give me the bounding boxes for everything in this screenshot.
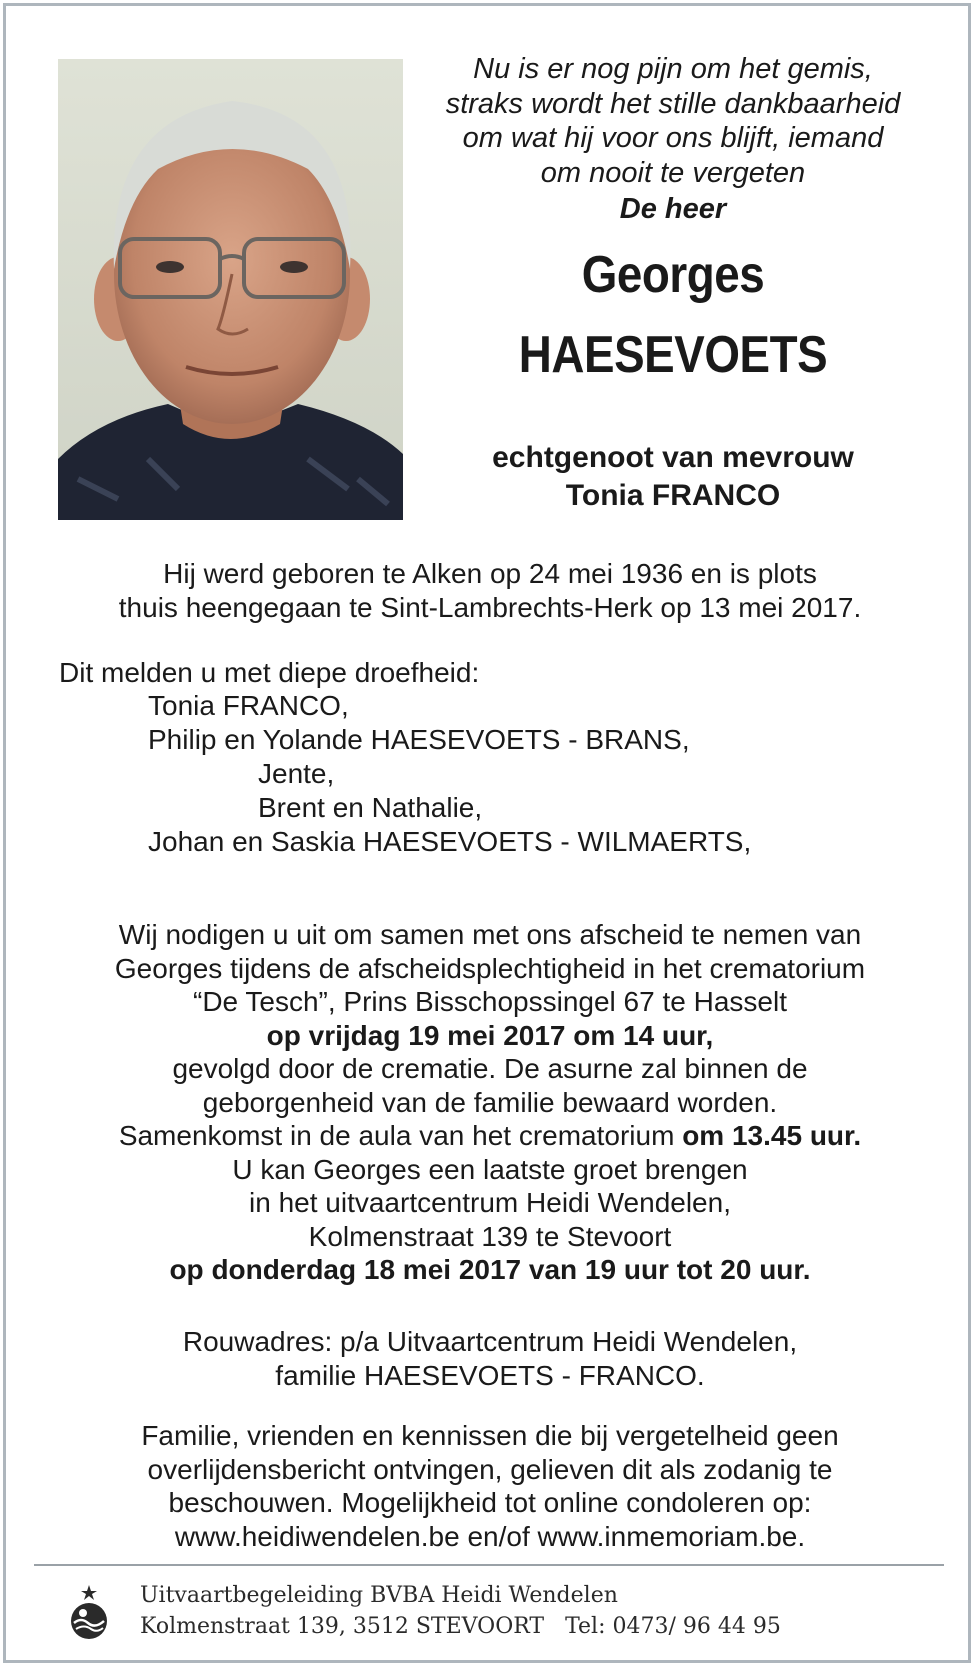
family-child: Johan en Saskia HAESEVOETS - WILMAERTS,	[148, 826, 752, 857]
spouse-block	[408, 439, 938, 515]
ceremony-location: “De Tesch”, Prins Bisschopssingel 67 te Hasselt	[193, 986, 787, 1017]
footer-phone: Tel: 0473/ 96 44 95	[565, 1614, 781, 1639]
footer-company: Uitvaartbegeleiding BVBA Heidi Wendelen	[140, 1583, 618, 1608]
gathering-time: om 13.45 uur.	[682, 1120, 862, 1151]
funeral-home-logo-icon	[66, 1583, 112, 1639]
birth-line: Hij werd geboren te Alken op 24 mei 1936 en is plots	[163, 558, 817, 589]
portrait-photo	[58, 59, 403, 520]
poem-line: om wat hij voor ons blijft, iemand	[462, 122, 884, 154]
address-line: familie HAESEVOETS - FRANCO.	[275, 1359, 705, 1391]
ceremony-line: geborgenheid van de familie bewaard worden.	[202, 1086, 778, 1118]
family-child: Philip en Yolande HAESEVOETS - BRANS,	[148, 724, 690, 755]
visit-line: in het uitvaartcentrum Heidi Wendelen,	[249, 1187, 731, 1218]
poem	[408, 52, 938, 190]
notice-line: beschouwen. Mogelijkheid tot online condoleren op:	[168, 1487, 812, 1518]
ceremony-text	[40, 918, 940, 1287]
birth-death-text	[40, 557, 940, 624]
gathering-text: Samenkomst in de aula van het crematorium	[118, 1120, 675, 1151]
spouse-line: echtgenoot van mevrouw	[492, 441, 854, 474]
visit-line: U kan Georges een laatste groet brengen	[232, 1153, 748, 1185]
footer-divider	[34, 1564, 944, 1566]
last-name: HAESEVOETS	[518, 326, 828, 384]
ceremony-line: Georges tijdens de afscheidsplechtigheid in het crematorium	[114, 952, 866, 984]
first-name: Georges	[581, 246, 765, 304]
ceremony-date: op vrijdag 19 mei 2017 om 14 uur,	[266, 1019, 714, 1051]
notice-line: overlijdensbericht ontvingen, gelieven dit als zodanig te	[147, 1453, 833, 1485]
spouse-name: Tonia FRANCO	[565, 479, 781, 512]
address-line: Rouwadres: p/a Uitvaartcentrum Heidi Wendelen,	[182, 1326, 798, 1357]
notice-line: Familie, vrienden en kennissen die bij vergetelheid geen	[141, 1420, 839, 1451]
footer-contact-line	[140, 1611, 781, 1642]
poem-line: straks wordt het stille dankbaarheid	[445, 87, 901, 120]
notice-websites: www.heidiwendelen.be en/of www.inmemoriam.be.	[174, 1520, 806, 1552]
poem-line: Nu is er nog pijn om het gemis,	[473, 53, 873, 85]
visit-address: Kolmenstraat 139 te Stevoort	[308, 1220, 672, 1252]
footer-address: Kolmenstraat 139, 3512 STEVOORT	[140, 1614, 545, 1639]
title-de-heer: De heer	[619, 193, 727, 225]
visit-date: op donderdag 18 mei 2017 van 19 uur tot 20 uur.	[169, 1254, 811, 1285]
ceremony-line: gevolgd door de crematie. De asurne zal binnen de	[172, 1053, 808, 1084]
death-line: thuis heengegaan te Sint-Lambrechts-Herk op 13 mei 2017.	[118, 591, 862, 623]
notice-text	[40, 1419, 940, 1553]
gathering-line	[40, 1119, 940, 1153]
family-grandchild: Brent en Nathalie,	[258, 792, 483, 823]
family-spouse-name: Tonia FRANCO,	[148, 690, 349, 721]
mourning-address	[40, 1325, 940, 1392]
poem-line: om nooit te vergeten	[540, 156, 806, 189]
ceremony-line: Wij nodigen u uit om samen met ons afscheid te nemen van	[118, 919, 862, 950]
family-intro: Dit melden u met diepe droefheid:	[59, 657, 480, 688]
family-grandchild: Jente,	[258, 758, 335, 789]
footer-info	[140, 1580, 781, 1642]
